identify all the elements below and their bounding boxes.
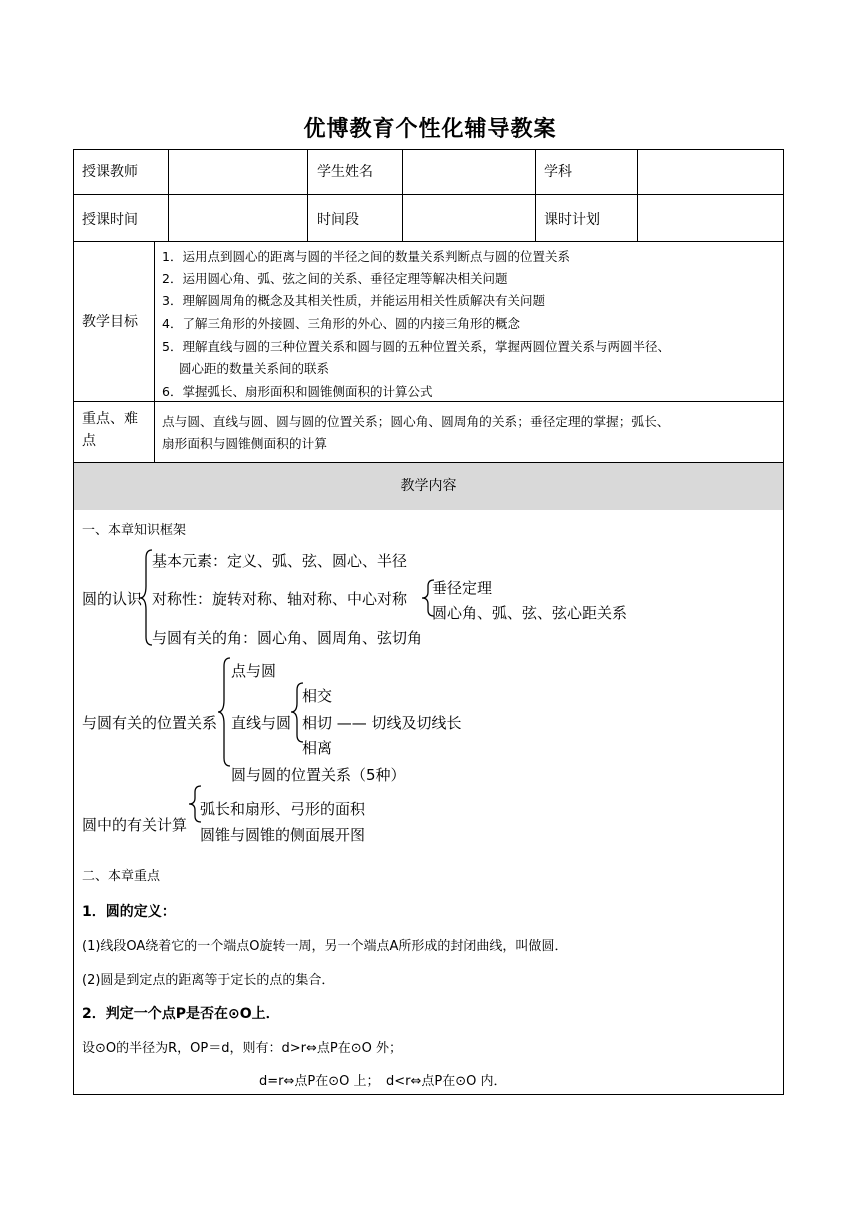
framework-node: 圆心角、弧、弦、弦心距关系 (432, 604, 628, 622)
framework-node: 与圆有关的角：圆心角、圆周角、弦切角 (152, 629, 423, 647)
framework-node: 弧长和扇形、弓形的面积 (200, 800, 366, 818)
framework-node: 相交 (302, 687, 333, 705)
key-points-text: 点与圆、直线与圆、圆与圆的位置关系；圆心角、圆周角的关系；垂径定理的掌握；弧长、 (162, 414, 670, 429)
col-divider (154, 241, 155, 462)
framework-node: 直线与圆 (231, 714, 292, 732)
section-title: 一、本章知识框架 (82, 523, 187, 538)
lesson-plan-table (73, 149, 784, 1095)
framework-braces (74, 540, 785, 850)
framework-node: 圆锥与圆锥的侧面展开图 (200, 826, 366, 844)
framework-node: 基本元素：定义、弧、弦、圆心、半径 (152, 552, 408, 570)
row-divider (74, 241, 783, 242)
teacher-label: 授课教师 (82, 164, 138, 180)
subject-label: 学科 (544, 164, 572, 180)
point-text: (2)圆是到定点的距离等于定长的点的集合． (82, 973, 335, 988)
framework-node: 与圆有关的位置关系 (82, 714, 218, 732)
key-points-label: 点 (82, 433, 96, 449)
point-text: d=r⇔点P在⊙O 上； d<r⇔点P在⊙O 内． (259, 1074, 507, 1089)
col-divider (307, 150, 308, 241)
point-text: (1)线段OA绕着它的一个端点O旋转一周，另一个端点A所形成的封闭曲线，叫做圆． (82, 939, 568, 954)
point-heading: 1．圆的定义： (82, 904, 176, 920)
framework-node: 点与圆 (231, 662, 277, 680)
goal-item: 6．掌握弧长、扇形面积和圆锥侧面积的计算公式 (162, 384, 433, 399)
framework-node: 相切 —— 切线及切线长 (302, 714, 462, 732)
student-label: 学生姓名 (317, 164, 373, 180)
goal-item: 5．理解直线与圆的三种位置关系和圆与圆的五种位置关系，掌握两圆位置关系与两圆半径、 (162, 339, 670, 354)
key-points-text: 扇形面积与圆锥侧面积的计算 (162, 436, 327, 451)
section-title: 二、本章重点 (82, 869, 161, 884)
framework-node: 圆中的有关计算 (82, 816, 188, 834)
framework-node: 圆的认识 (82, 590, 143, 608)
goal-item: 1．运用点到圆心的距离与圆的半径之间的数量关系判断点与圆的位置关系 (162, 249, 570, 264)
col-divider (168, 150, 169, 241)
plan-label: 课时计划 (544, 212, 600, 228)
col-divider (637, 150, 638, 241)
key-points-label: 重点、难 (82, 411, 138, 427)
framework-node: 对称性：旋转对称、轴对称、中心对称 (152, 590, 408, 608)
period-label: 时间段 (317, 212, 359, 228)
row-divider (74, 194, 783, 195)
framework-node: 圆与圆的位置关系（5种） (231, 766, 406, 784)
brace (218, 658, 230, 766)
point-heading: 2．判定一个点P是否在⊙O上． (82, 1006, 280, 1022)
col-divider (402, 150, 403, 241)
framework-node: 相离 (302, 739, 333, 757)
framework-node: 垂径定理 (432, 579, 493, 597)
goals-label: 教学目标 (82, 314, 138, 330)
goal-item: 4．了解三角形的外接圆、三角形的外心、圆的内接三角形的概念 (162, 316, 520, 331)
page-title: 优博教育个性化辅导教案 (303, 117, 557, 142)
goal-item: 3．理解圆周角的概念及其相关性质，并能运用相关性质解决有关问题 (162, 293, 545, 308)
point-text: 设⊙O的半径为R，OP＝d，则有：d>r⇔点P在⊙O 外； (82, 1041, 402, 1056)
goal-item: 2．运用圆心角、弧、弦之间的关系、垂径定理等解决相关问题 (162, 271, 508, 286)
content-header: 教学内容 (400, 478, 457, 494)
col-divider (535, 150, 536, 241)
time-label: 授课时间 (82, 212, 138, 228)
goal-item: 圆心距的数量关系间的联系 (179, 361, 330, 376)
row-divider (74, 401, 783, 402)
